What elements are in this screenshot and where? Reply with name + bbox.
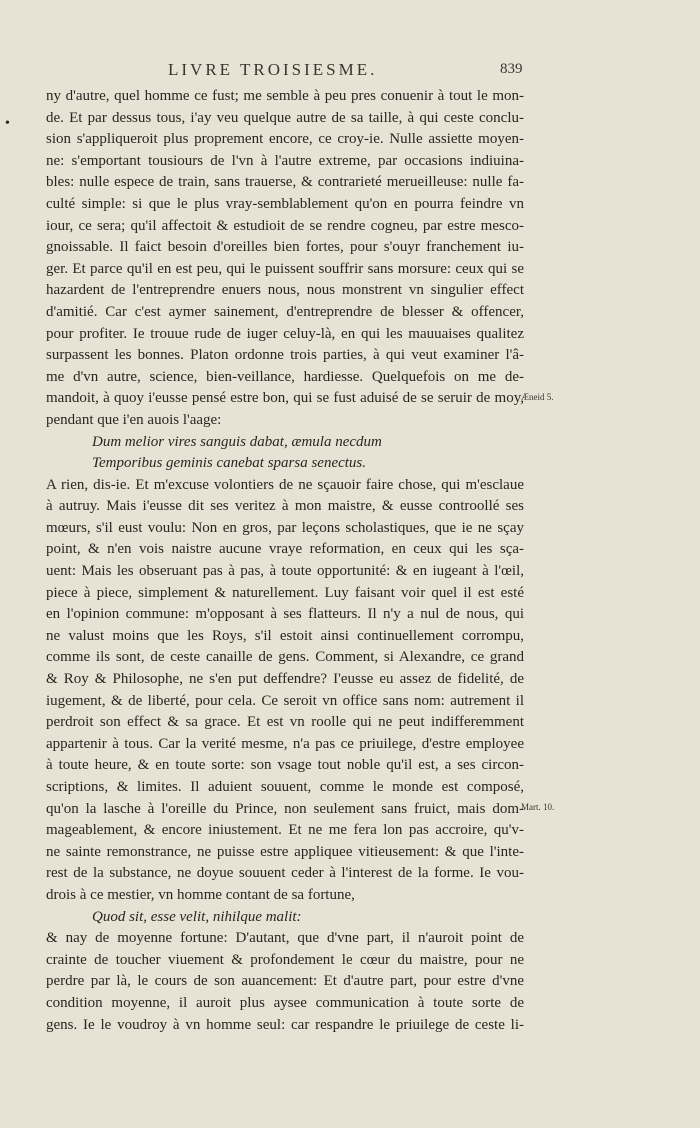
text-line: uent: Mais les obseruant pas à pas, à toute opportunité: & en iugeant à l'œil,	[46, 563, 524, 580]
text-line: à toute heure, & en toute sorte: son vsage tout noble qu'il est, a ses circon-	[46, 757, 524, 774]
text-line: & Roy & Philosophe, ne s'en put deffendre? I'eusse eu assez de fidelité, de	[46, 671, 524, 688]
text-line: hazardent de l'entreprendre enuers nous, nous monstrent vn singulier effect	[46, 282, 524, 299]
text-line: bles: nulle espece de train, sans trauerse, & contrarieté merueilleuse: nulle fa-	[46, 174, 524, 191]
text-line: ny d'autre, quel homme ce fust; me semble à peu pres conuenir à tout le mon-	[46, 88, 524, 104]
margin-note-aeneid: Æneid 5.	[521, 392, 554, 402]
text-line: mœurs, s'il eust voulu: Non en gros, par leçons scholastiques, que ie ne sçay	[46, 519, 524, 536]
text-line: ne: s'emportant tousiours de l'vn à l'autre extreme, par occasions indiuina-	[46, 152, 524, 169]
text-line: perdroit son effect & sa grace. Et est vn roolle qui ne peut indifferemment	[46, 714, 524, 731]
text-line: pour profiter. Ie trouue rude de iuger celuy-là, en qui les mauuaises qualitez	[46, 325, 524, 342]
text-line: ne valust moins que les Roys, s'il estoit ainsi continuellement corrompu,	[46, 627, 524, 644]
text-line: me d'vn autre, science, bien-veillance, hardiesse. Quelquefois on me de-	[46, 368, 524, 385]
verse-quote-line: Dum melior vires sanguis dabat, æmula necdum	[92, 433, 382, 450]
margin-note-mart: Mart. 10.	[521, 802, 555, 812]
text-line: & nay de moyenne fortune: D'autant, que d'vne part, il n'auroit point de	[46, 930, 524, 947]
text-line: en l'opinion commune: m'opposant à ses flatteurs. Il n'y a nul de nous, qui	[46, 606, 524, 623]
text-line: gens. Ie le voudroy à vn homme seul: car respandre le priuilege de ceste li-	[46, 1016, 524, 1033]
text-line: pendant que i'en auois l'aage:	[46, 411, 222, 428]
text-line: perdre par là, le cours de son auancement: Et d'autre part, pour estre d'vne	[46, 973, 524, 990]
text-line: piece à piece, simplement & naturellement. Luy faisant voir quel il est esté	[46, 584, 524, 601]
verse-quote-line: Temporibus geminis canebat sparsa senectus.	[92, 455, 367, 472]
page-header	[0, 60, 700, 82]
text-line: ger. Et parce qu'il en est peu, qui le puissent souffrir sans morsure: ceux qui se	[46, 260, 524, 277]
text-line: scriptions, & limites. Il aduient souuent, comme le monde est composé,	[46, 779, 524, 795]
text-line: A rien, dis-ie. Et m'excuse volontiers de ne sçauoir faire chose, qui m'esclaue	[46, 476, 524, 493]
text-line: mageablement, & encore iniustement. Et ne me fera lon pas accroire, qu'v-	[46, 822, 524, 839]
text-line: surpassent les bonnes. Platon ordonne trois parties, à qui veut examiner l'â-	[46, 347, 524, 364]
text-line: iugement, & de liberté, pour cela. Ce seroit vn office sans nom: autrement il	[46, 692, 524, 709]
text-line: point, & n'en vois naistre aucune vraye reformation, en ceux qui les sça-	[46, 541, 524, 558]
text-line: d'amitié. Car c'est aymer sainement, d'entreprendre de blesser & offencer,	[46, 303, 524, 320]
text-line: rest de la substance, ne doyue souuent ceder à l'interest de la forme. Ie vou-	[46, 865, 524, 882]
text-line: sion s'appliqueroit plus proprement encore, ce croy-ie. Nulle assiette moyen-	[46, 131, 524, 148]
text-line: gnoissable. Il faict besoin d'oreilles bien fortes, pour s'ouyr franchement iu-	[46, 239, 524, 256]
text-line: iour, ce sera; qu'il affectoit & estudioit de se rendre cogneu, par estre mesco-	[46, 217, 524, 234]
text-line: comme ils sont, de ceste canaille de gens. Comment, si Alexandre, ce grand	[46, 649, 524, 666]
text-line: appartenir à tous. Car la verité mesme, n'a pas ce priuilege, d'estre employee	[46, 735, 524, 752]
text-line: drois à ce mestier, vn homme contant de sa fortune,	[46, 886, 355, 903]
text-line: culté simple: si que le plus vray-semblablement qu'on en pourra feindre vn	[46, 195, 524, 212]
margin-dot-mark: •	[5, 116, 10, 131]
text-line: condition moyenne, il auroit plus aysee communication à toute sorte de	[46, 994, 524, 1011]
text-line: ne sainte remonstrance, ne puisse estre appliquee vitieusement: & que l'inte-	[46, 843, 524, 860]
text-line: qu'on la lasche à l'oreille du Prince, non seulement sans fruict, mais dom-	[46, 800, 524, 817]
text-line: mandoit, à quoy i'eusse pensé estre bon, qui se fust aduisé de se seruir de moy,	[46, 390, 524, 407]
text-line: de. Et par dessus tous, i'ay veu quelque autre de sa taille, à qui ceste conclu-	[46, 109, 524, 126]
running-title: LIVRE TROISIESME.	[168, 60, 378, 79]
verse-quote-line: Quod sit, esse velit, nihilque malit:	[92, 908, 302, 925]
body-text	[46, 86, 524, 1036]
text-line: à autruy. Mais i'eusse dit ses veritez à mon maistre, & eusse controollé ses	[46, 498, 524, 515]
text-line: crainte de toucher viuement & profondement le cœur du maistre, pour ne	[46, 951, 524, 968]
page-number: 839	[500, 61, 523, 77]
